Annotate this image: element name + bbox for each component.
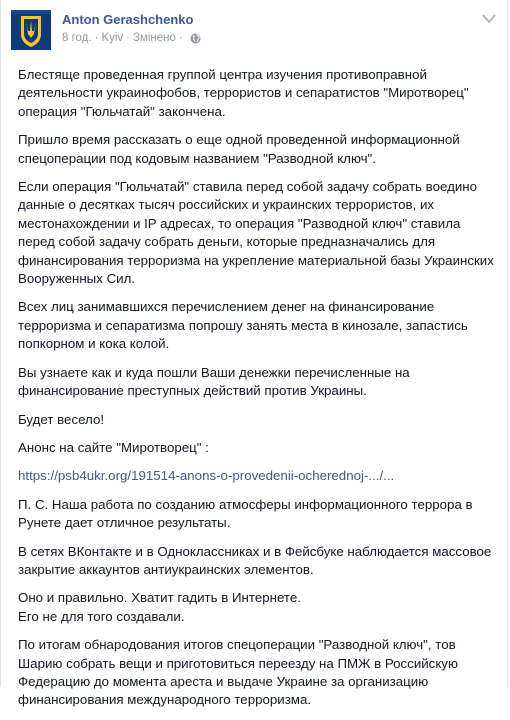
post-time[interactable]: 8 год. [62, 32, 92, 44]
avatar[interactable] [11, 10, 51, 50]
post-paragraph: Если операция "Гюльчатай" ставила перед собой задачу собрать воедино данные о десятках тысяч российских и украинских террористов, их местонахождении и IP адресах, то операция "Разводной ключ" ставила перед собой задачу собрать деньги, которые предназначались для финансирования терроризма на укрепление материальной базы Украинских Вооруженных Сил. [18, 179, 494, 287]
post-paragraph: Будет весело! [18, 411, 105, 427]
globe-icon[interactable] [190, 33, 201, 44]
meta-separator: · [94, 32, 99, 44]
post-paragraph: Блестяще проведенная группой центра изучения противоправной деятельности украинофобов, террористов и сепаратистов "Миротворец" операция "Гюльчатай" закончена. [18, 67, 469, 119]
post-link-paragraph [18, 467, 497, 485]
post-header [1, 0, 507, 60]
post-edited[interactable]: Змінено [133, 32, 176, 44]
author-name-link[interactable]: Anton Gerashchenko [62, 12, 194, 27]
post-paragraph: Оно и правильно. Хватит гадить в Интернете. Его не для того создавали. [18, 590, 301, 624]
post-link[interactable]: https://psb4ukr.org/191514-anons-o-provedenii-ocherednoj-.../... [18, 468, 395, 484]
post-paragraph: В сетях ВКонтакте и в Одноклассниках и в Фейсбуке наблюдается массовое закрытие аккаунтов антиукраинских элементов. [18, 543, 492, 577]
avatar-trident-emblem [11, 10, 51, 50]
post-paragraph: Всех лиц занимавшихся перечислением денег на финансирование терроризма и сепаратизма попрошу занять места в кинозале, запастись попкорном и кока колой. [18, 299, 468, 352]
post-paragraph: Вы узнаете как и куда пошли Ваши денежки перечисленные на финансирование преступных действий против Украины. [18, 364, 410, 399]
post-body [18, 66, 497, 720]
post-paragraph: Пришло время рассказать о еще одной проведенной информационной спецоперации под кодовым названием "Разводной ключ". [18, 132, 460, 166]
post-location[interactable]: Kyiv [101, 32, 124, 44]
post-meta [62, 32, 201, 44]
post-paragraph: По итогам обнародования итогов спецоперации "Разводной ключ", тов Шарию собрать вещи и приготовиться переезду на ПМЖ в Российскую Федерацию до момента ареста и выдаче Украине за организацию финансирования международного терроризма. [18, 637, 458, 708]
post-paragraph: Анонс на сайте "Миротворец" : [18, 439, 209, 455]
meta-separator: · [178, 32, 183, 44]
chevron-down-icon[interactable] [481, 12, 497, 26]
post-paragraph: П. С. Наша работа по созданию атмосферы информационного террора в Рунете дает отличное результаты. [18, 496, 473, 531]
meta-separator: · [126, 32, 131, 44]
